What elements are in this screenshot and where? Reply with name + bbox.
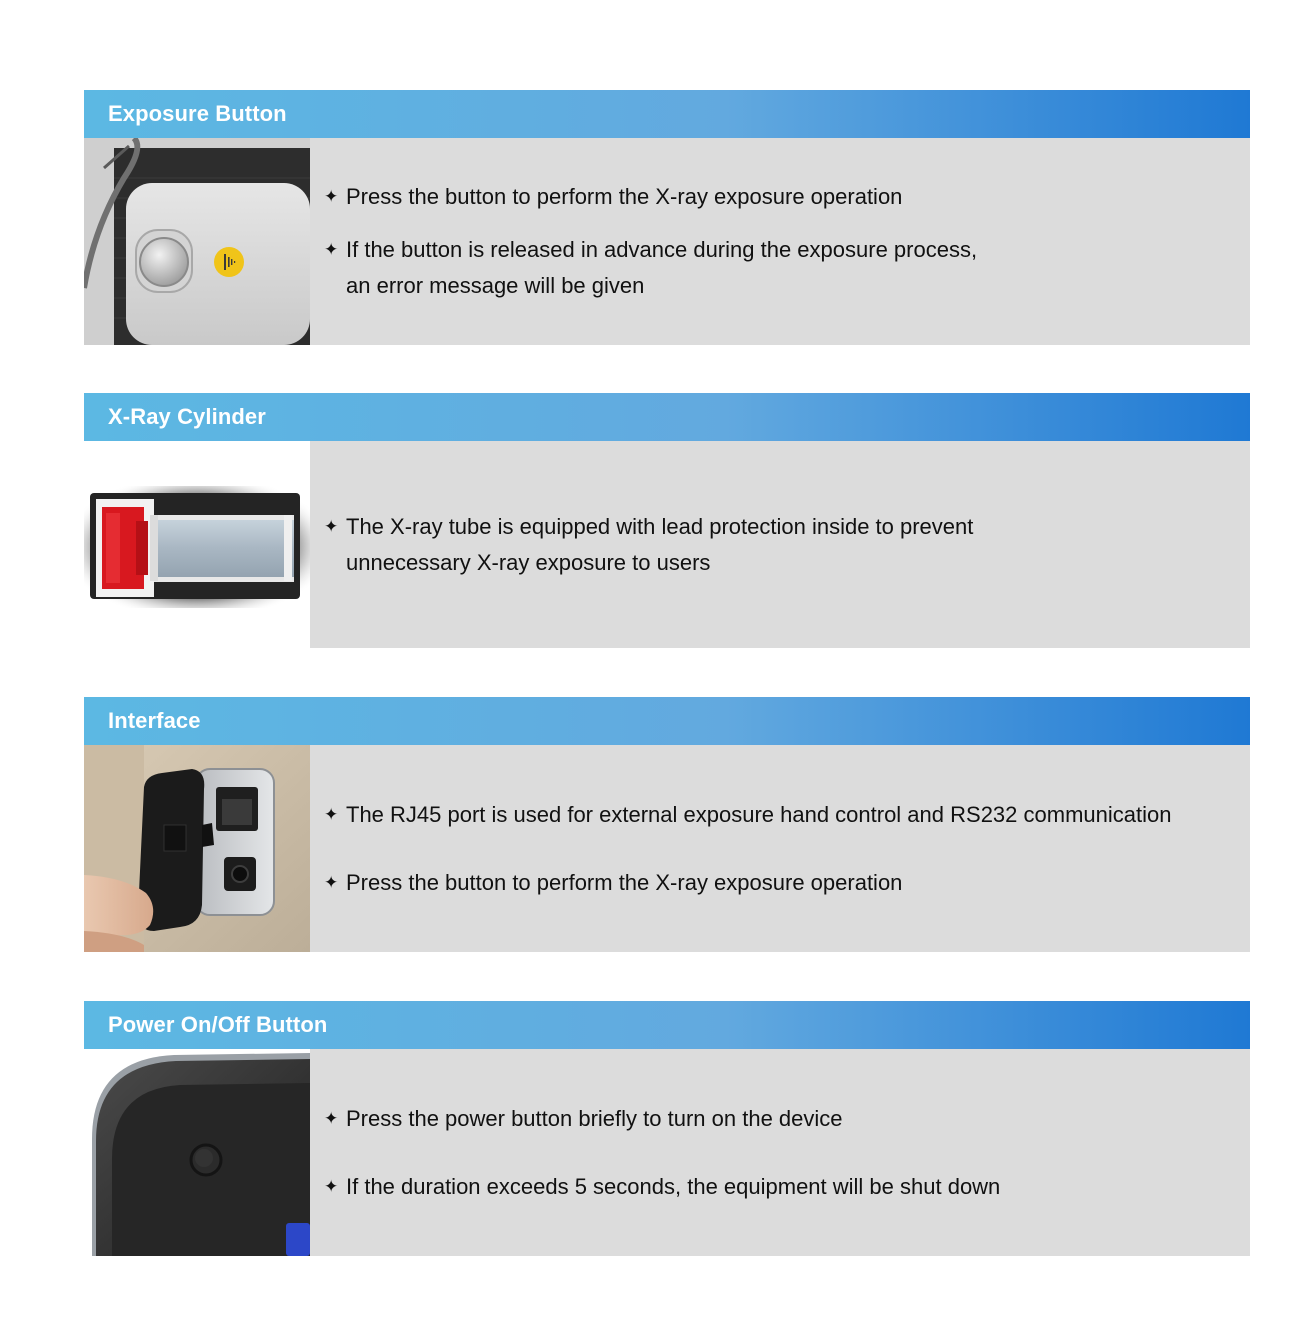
bullet-item [324,1169,1250,1205]
bullet-item [324,509,1250,581]
section-title: Power On/Off Button [84,1001,1250,1049]
xray-cylinder-photo [84,441,310,648]
bullet-list [310,1049,1250,1256]
bullet-star-icon: ✦ [324,872,339,892]
bullet-item [324,232,1250,304]
bullet-text: If the duration exceeds 5 seconds, the equipment will be shut down [346,1173,1001,1199]
bullet-item [324,1101,1250,1137]
bullet-text: Press the button to perform the X-ray exposure operation [346,184,903,209]
bullet-text: Press the power button briefly to turn on the device [346,1105,843,1131]
bullet-star-icon: ✦ [324,516,339,536]
exposure-button-photo [84,138,310,345]
bullet-text: If the button is released in advance during the exposure process, an error message will be given [346,237,978,298]
section-power-button [84,1001,1250,1256]
section-interface [84,697,1250,952]
power-button-photo [84,1049,310,1256]
bullet-text: The X-ray tube is equipped with lead protection inside to prevent unnecessary X-ray exposure to users [346,513,974,575]
section-exposure-button [84,90,1250,345]
section-title: Exposure Button [84,90,1250,138]
section-body [84,745,1250,952]
bullet-star-icon: ✦ [324,804,339,824]
bullet-star-icon: ✦ [324,1108,339,1128]
bullet-star-icon: ✦ [324,187,339,206]
bullet-star-icon: ✦ [324,240,339,259]
bullet-text: Press the button to perform the X-ray exposure operation [346,869,903,895]
bullet-item [324,179,1250,215]
section-body [84,138,1250,345]
bullet-item [324,797,1250,833]
section-body [84,441,1250,648]
bullet-item [324,865,1250,901]
bullet-list [310,441,1250,648]
bullet-list [310,745,1250,952]
bullet-list [310,138,1250,345]
interface-photo [84,745,310,952]
section-title: X-Ray Cylinder [84,393,1250,441]
bullet-star-icon: ✦ [324,1176,339,1196]
section-body [84,1049,1250,1256]
section-title: Interface [84,697,1250,745]
bullet-text: The RJ45 port is used for external exposure hand control and RS232 communication [346,801,1172,827]
section-xray-cylinder [84,393,1250,648]
